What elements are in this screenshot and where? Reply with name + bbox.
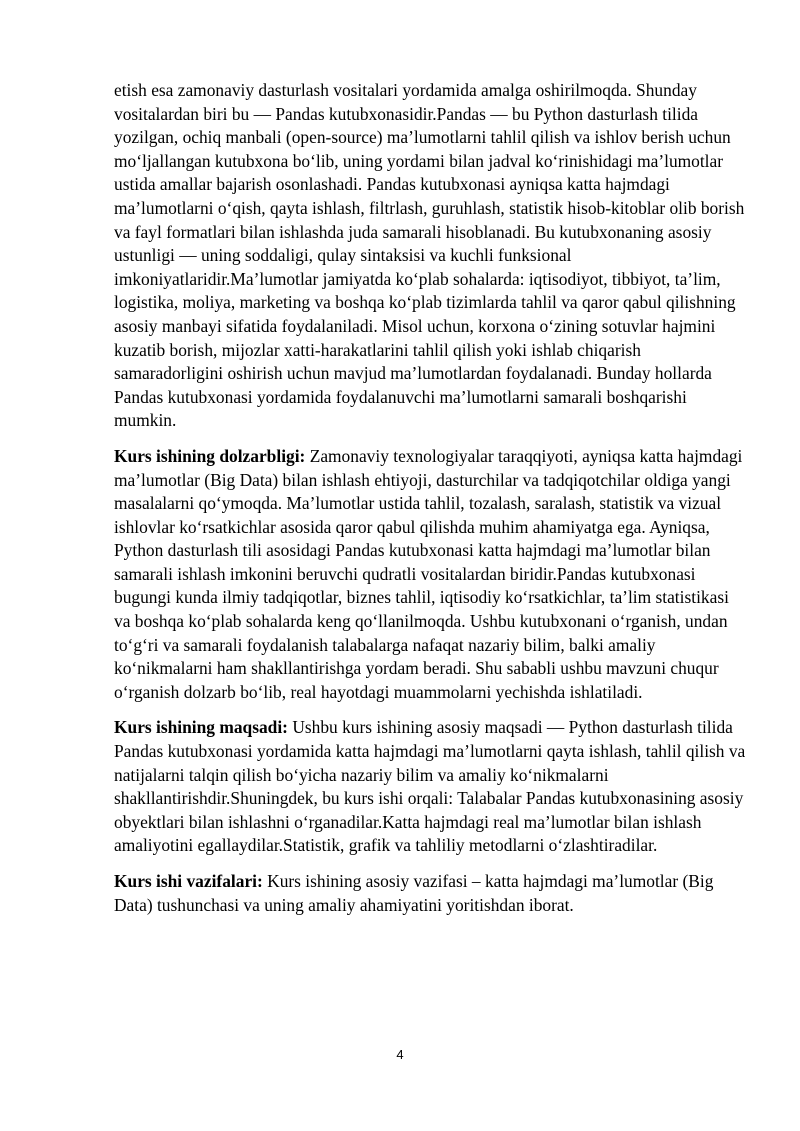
relevance-paragraph	[114, 445, 746, 705]
tasks-paragraph	[114, 870, 746, 917]
goal-heading: Kurs ishining maqsadi:	[114, 717, 288, 738]
tasks-heading: Kurs ishi vazifalari:	[114, 871, 263, 891]
goal-text: Ushbu kurs ishining asosiy maqsadi — Python dasturlash tilida Pandas kutubxonasi yordamida katta hajmdagi ma’lumotlarni qayta ishlash, tahlil qilish va natijalarni talqin qilish bo‘yicha nazariy bilim va amaliy ko‘nikmalarni shakllantirishdir.Shuningdek, bu kurs ishi orqali: Talabalar Pandas kutubxonasining asosiy obyektlari bilan ishlashni o‘rganadilar.Katta hajmdagi real ma’lumotlar bilan ishlash amaliyotini egallaydilar.Statistik, grafik va tahliliy metodlarni o‘zlashtiradilar.	[114, 717, 746, 856]
relevance-text: Zamonaviy texnologiyalar taraqqiyoti, ayniqsa katta hajmdagi ma’lumotlar (Big Data) bilan ishlash ehtiyoji, dasturchilar va tadqiqotchilar oldiga yangi masalalarni qo‘ymoqda. Ma’lumotlar ustida tahlil, tozalash, saralash, statistik va vizual ishlovlar ko‘rsatkichlar asosida qaror qabul qilishda muhim ahamiyatga ega. Ayniqsa, Python dasturlash tili asosidagi Pandas kutubxonasi katta hajmdagi ma’lumotlar bilan samarali ishlash imkonini beruvchi qudratli vositalardan biridir.Pandas kutubxonasi bugungi kunda ilmiy tadqiqotlar, biznes tahlil, iqtisodiy ko‘rsatkichlar, ta’lim statistikasi va boshqa ko‘plab sohalarda keng qo‘llanilmoqda. Ushbu kutubxonani o‘rganish, undan to‘g‘ri va samarali foydalanish talabalarga nafaqat nazariy bilim, balki amaliy ko‘nikmalarni ham shakllantirishga yordam beradi. Shu sababli ushbu mavzuni chuqur o‘rganish dolzarb bo‘lib, real hayotdagi muammolarni yechishda ishlatiladi.	[114, 445, 743, 702]
page-number: 4	[396, 1047, 404, 1062]
relevance-heading: Kurs ishining dolzarbligi:	[114, 445, 306, 466]
intro-text: etish esa zamonaviy dasturlash vositalari yordamida amalga oshirilmoqda. Shunday vositalardan biri bu — Pandas kutubxonasidir.Pandas — bu Python dasturlash tilida yozilgan, ochiq manbali (open-source) ma’lumotlarni tahlil qilish va ishlov berish uchun mo‘ljallangan kutubxona bo‘lib, uning yordami bilan jadval ko‘rinishidagi ma’lumotlar ustida amallar bajarish osonlashadi. Pandas kutubxonasi ayniqsa katta hajmdagi ma’lumotlarni o‘qish, qayta ishlash, filtrlash, guruhlash, statistik hisob-kitoblar olib borish va fayl formatlari bilan ishlashda juda samarali hisoblanadi. Bu kutubxonaning asosiy ustunligi — uning soddaligi, qulay sintaksisi va kuchli funksional imkoniyatlaridir.Ma’lumotlar jamiyatda ko‘plab sohalarda: iqtisodiyot, tibbiyot, ta’lim, logistika, moliya, marketing va boshqa ko‘plab tizimlarda tahlil va qaror qabul qilishning asosiy manbayi sifatida foydalaniladi. Misol uchun, korxona o‘zining sotuvlar hajmini kuzatib borish, mijozlar xatti-harakatlarini tahlil qilish yoki ishlab chiqarish samaradorligini oshirish uchun mavjud ma’lumotlardan foydalanadi. Bunday hollarda Pandas kutubxonasi yordamida foydalanuvchi ma’lumotlarni samarali boshqarishi mumkin.	[114, 80, 745, 431]
goal-paragraph	[114, 716, 746, 858]
document-body	[114, 79, 746, 929]
tasks-text: Kurs ishining asosiy vazifasi – katta hajmdagi ma’lumotlar (Big Data) tushunchasi va uning amaliy ahamiyatini yoritishdan iborat.	[114, 871, 714, 915]
intro-paragraph	[114, 79, 746, 433]
